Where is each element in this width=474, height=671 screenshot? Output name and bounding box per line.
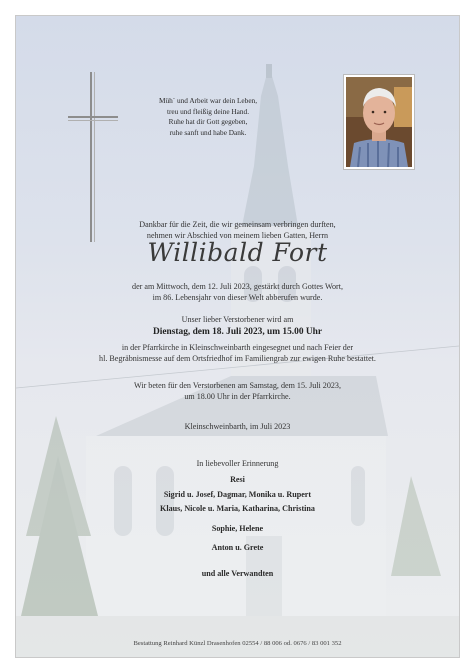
funeral-details [16, 342, 459, 364]
prayer-info [16, 380, 459, 402]
relatives-line: und alle Verwandten [201, 569, 274, 578]
verse-line: treu und fleißig deine Hand. [166, 106, 250, 116]
funeral-date: Dienstag, dem 18. Juli 2023, um 15.00 Uhr [152, 327, 322, 337]
mourner-line: Klaus, Nicole u. Maria, Katharina, Christina [160, 504, 315, 513]
prayer-line: Wir beten für den Verstorbenen am Samstag, dem 15. Juli 2023, [134, 381, 341, 390]
death-info [16, 281, 459, 303]
death-info-line: im 86. Lebensjahr von dieser Welt abberufen wurde. [152, 293, 323, 302]
funeral-details-line: in der Pfarrkirche in Kleinschweinbarth eingesegnet und nach Feier der [121, 343, 354, 352]
portrait-photo [343, 74, 415, 170]
deceased-name: Willibald Fort [147, 238, 328, 267]
intro-line: Dankbar für die Zeit, die wir gemeinsam verbringen durften, [139, 220, 336, 229]
mourner-line: Resi [230, 475, 245, 484]
verse-line: ruhe sanft und habe Dank. [169, 127, 247, 137]
verse-line: Ruhe hat dir Gott gegeben, [168, 117, 248, 127]
mourner-line: Anton u. Grete [211, 543, 264, 552]
verse-block [123, 96, 293, 138]
mourner-line: Sophie, Helene [211, 523, 264, 533]
prayer-line: um 18.00 Uhr in der Pfarrkirche. [184, 392, 291, 401]
mourners-list [16, 473, 459, 556]
intro-line: nehmen wir Abschied von meinem lieben Gatten, Herrn [146, 231, 329, 240]
funeral-details-line: hl. Begräbnismesse auf dem Ortsfriedhof im Familiengrab zur ewigen Ruhe bestattet. [99, 354, 376, 363]
place-date: Kleinschweinbarth, im Juli 2023 [184, 422, 291, 431]
portrait-image [346, 77, 412, 167]
verse-line: Müh` und Arbeit war dein Leben, [158, 96, 258, 105]
memory-heading: In liebevoller Erinnerung [196, 459, 279, 468]
cross-icon [68, 72, 118, 242]
death-info-line: der am Mittwoch, dem 12. Juli 2023, gestärkt durch Gottes Wort, [132, 282, 343, 291]
mourner-line: Sigrid u. Josef, Dagmar, Monika u. Rupert [163, 489, 312, 499]
parte-card [15, 15, 460, 658]
content-layer [16, 16, 459, 657]
funeral-home-footer: Bestattung Reinhard Künzl Drasenhofen 02554 / 88 006 od. 0676 / 83 001 352 [133, 640, 342, 647]
funeral-intro: Unser lieber Verstorbener wird am [181, 315, 294, 324]
